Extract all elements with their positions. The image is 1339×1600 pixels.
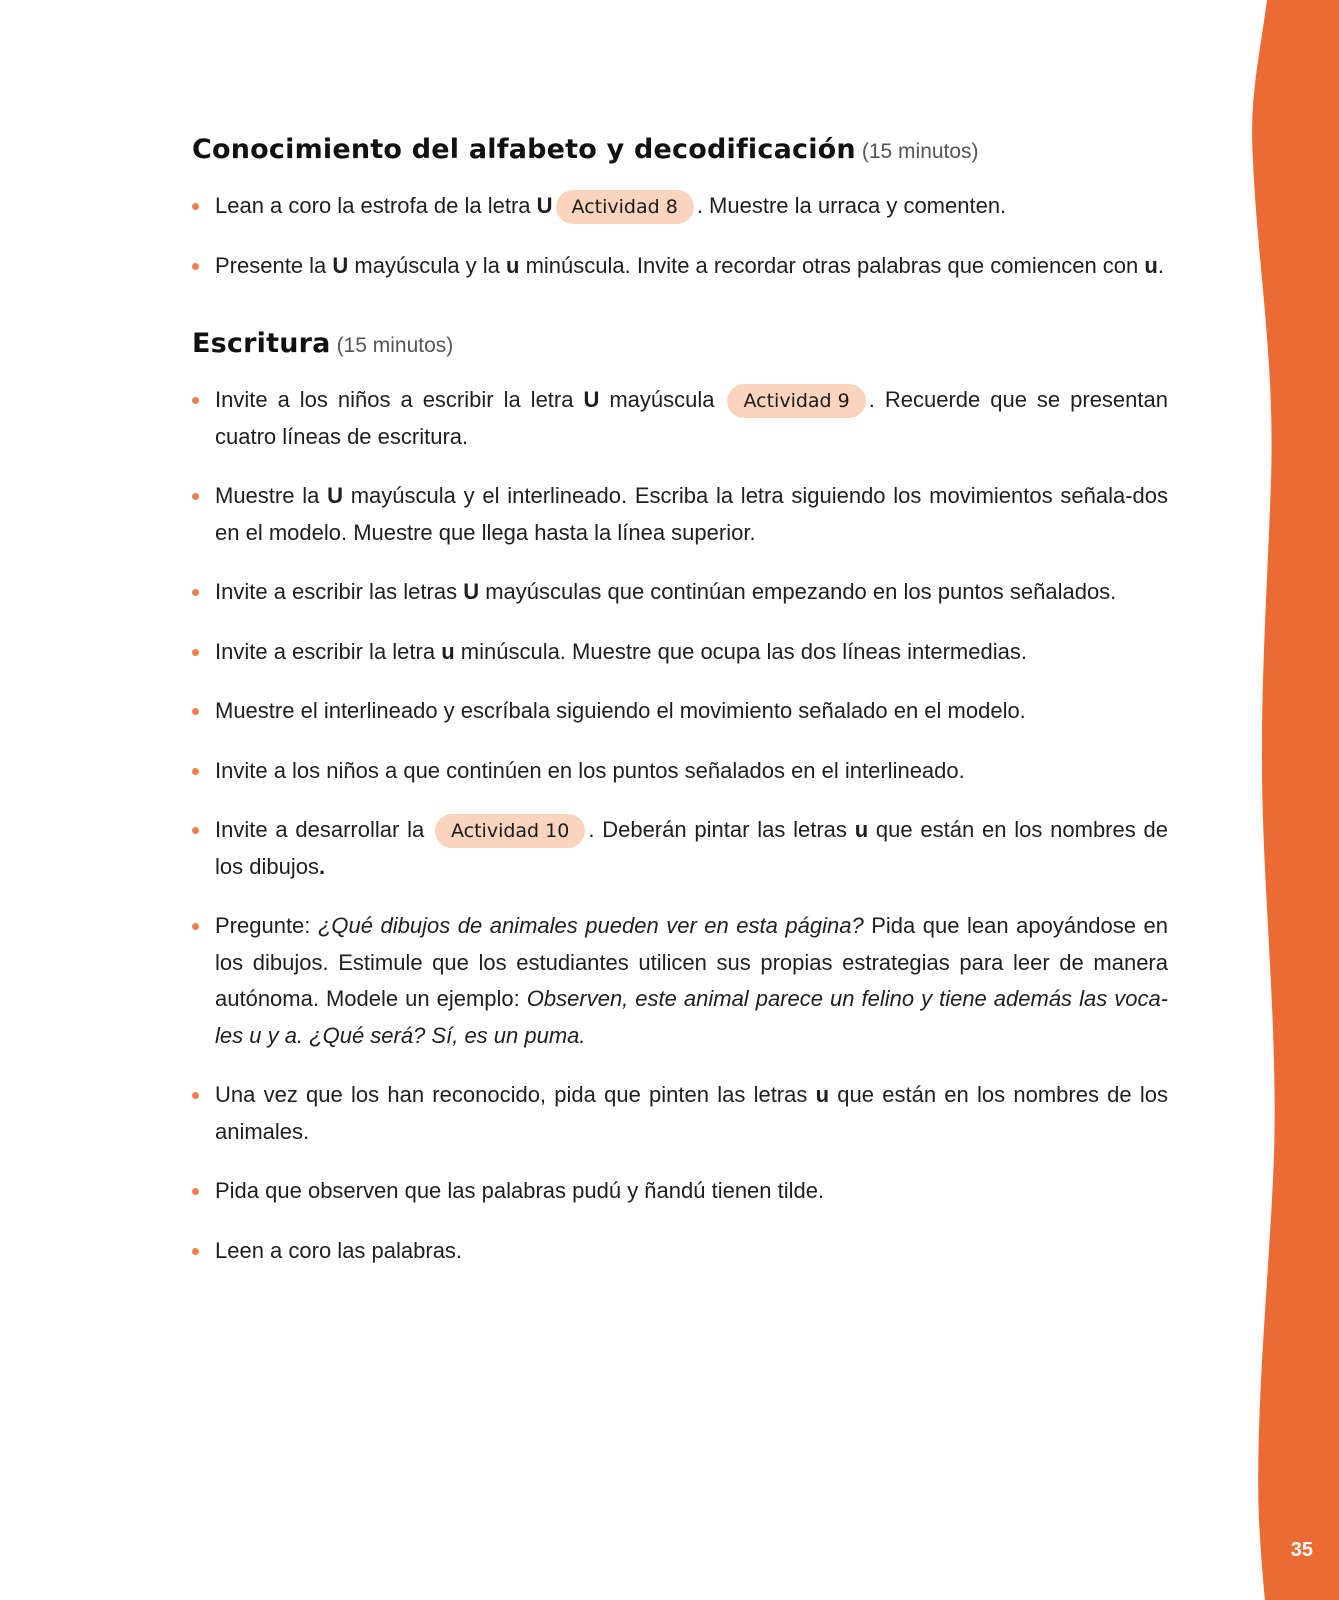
item-text: Pida que observen que las palabras pudú y ñandú tienen tilde. [215,1178,825,1203]
item-bold: u [1144,252,1158,278]
item-text: Invite a desarrollar la [215,817,432,842]
activity-badge: Actividad 9 [727,384,865,418]
section-time: (15 minutos) [336,334,454,357]
item-bold: U [536,193,553,218]
list-item [192,1233,1168,1270]
list-item [192,574,1168,611]
item-bold: u [854,817,869,842]
item-text: que están en los nombres de los animales. [215,1082,1169,1144]
list-item [192,812,1168,885]
section-heading [192,322,1168,368]
item-text: mayúscula [599,387,725,412]
item-text: Invite a escribir las letras [215,579,464,604]
item-text: Invite a los niños a que continúen en los puntos señalados en el interlineado. [215,757,965,783]
item-text: que están en los nombres de los dibujos [215,817,1168,879]
item-bold: U [583,387,600,412]
item-bold: U [332,252,349,278]
item-text: mayúsculas que continúan empezando en los puntos señalados. [479,579,1117,604]
item-text: . Muestre la urraca y comenten. [696,193,1007,218]
list-item [192,1077,1168,1150]
item-text: minúscula. Invite a recordar otras palabras que comiencen con [519,252,1145,278]
item-text: . [1157,252,1164,278]
item-text: . Recuerde que se presentan cuatro líneas de escritura. [215,387,1168,449]
item-bold: U [327,483,343,508]
orange-page-edge [1229,0,1339,1600]
section-title: Escritura [192,328,331,359]
item-text: mayúscula y el interlineado. Escriba la letra siguiendo los movimientos señala-dos en el modelo. Muestre que llega hasta la línea superior. [215,483,1168,545]
item-text: Pregunte: [215,913,318,938]
item-text: Invite a escribir la letra [215,638,442,664]
list-item [192,753,1168,790]
item-text: Pida que lean apoyándose en los dibujos. Estimule que los estudiantes utilicen sus propias estrategias para leer de manera autónoma. Modele un ejemplo: [215,913,1169,1011]
item-text: Lean a coro la estrofa de la letra [215,193,537,218]
section-alphabet [192,128,1168,284]
list-item [192,478,1168,551]
section-writing [192,322,1168,1269]
item-text: minúscula. Muestre que ocupa las dos líneas intermedias. [454,638,1027,664]
bullet-list [192,188,1168,284]
item-text: Invite a los niños a escribir la letra [215,387,584,412]
item-bold: u [441,638,455,664]
list-item [192,693,1168,730]
bullet-list [192,382,1168,1269]
activity-badge: Actividad 10 [435,814,585,848]
item-text: Una vez que los han reconocido, pida que pinten las letras [215,1082,816,1107]
item-bold: . [318,853,326,879]
item-bold: U [463,579,480,604]
item-text: Muestre el interlineado y escríbala siguiendo el movimiento señalado en el modelo. [215,698,1026,723]
item-text: mayúscula y la [348,252,507,278]
item-text: . Deberán pintar las letras [588,817,855,842]
list-item [192,248,1168,285]
item-text: Presente la [215,252,333,278]
activity-badge: Actividad 8 [556,190,694,224]
section-time: (15 minutos) [861,140,979,163]
page-content [192,128,1168,1307]
list-item [192,908,1168,1054]
item-bold: u [815,1082,830,1107]
item-italic: ¿Qué dibujos de animales pueden ver en esta página? [317,913,864,938]
list-item [192,382,1168,455]
page-number: 35 [1290,1539,1313,1561]
item-italic: Observen, este animal parece un felino y tiene además las voca-les u y a. ¿Qué será? Sí, es un puma. [215,986,1169,1048]
section-title: Conocimiento del alfabeto y decodificación [192,134,856,165]
list-item [192,188,1168,225]
list-item [192,1173,1168,1210]
section-heading [192,128,1168,174]
item-text: Muestre la [215,483,328,508]
item-bold: u [506,252,520,278]
list-item [192,634,1168,671]
item-text: Leen a coro las palabras. [215,1237,463,1263]
